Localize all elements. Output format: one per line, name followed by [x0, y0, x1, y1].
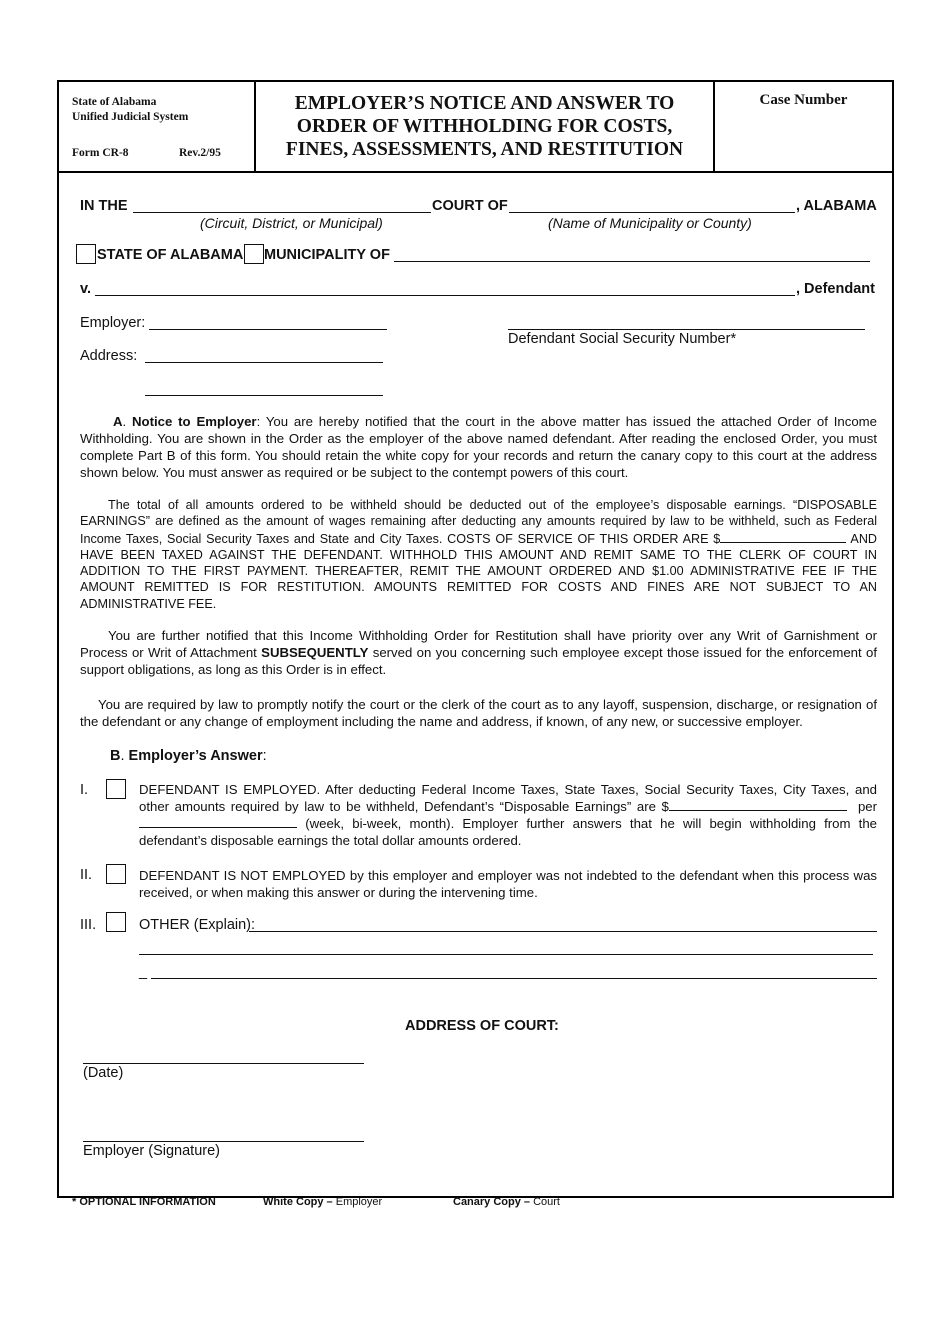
optional-information-note: * OPTIONAL INFORMATION — [72, 1196, 216, 1208]
address-of-court-label: ADDRESS OF COURT: — [405, 1018, 559, 1034]
employer-label: Employer: — [80, 315, 146, 331]
canary-copy-note — [453, 1196, 560, 1208]
other-explain-field-3[interactable] — [151, 978, 877, 979]
title-line-3: FINES, ASSESSMENTS, AND RESTITUTION — [285, 139, 684, 160]
municipality-checkbox[interactable] — [244, 244, 264, 264]
option-ii-number: II. — [80, 867, 93, 883]
form-header — [59, 82, 892, 173]
date-field[interactable] — [83, 1063, 364, 1064]
employer-signature-field[interactable] — [83, 1141, 364, 1142]
municipality-of-label: MUNICIPALITY OF — [264, 247, 390, 263]
address-field-1[interactable] — [145, 362, 383, 363]
costs-text-continued: AND HAVE BEEN TAXED AGAINST THE DEFENDANT. WITHHOLD THIS AMOUNT AND REMIT SAME TO THE CLERK OF COURT IN ADDITION TO THE FIRST PAYMENT. THEREAFTER, REMIT THE AMOUNT ORDERED AND $1.00 ADMINISTRATIVE FEE IF THE AMOUNT REMITTED IS FOR RESTITUTION. AMOUNTS REMITTED FOR COSTS AND FINES ARE NOT SUBJECT TO AN ADMINISTRATIVE FEE. — [80, 531, 878, 611]
municipality-of-field[interactable] — [394, 261, 870, 262]
period-field[interactable] — [139, 815, 297, 828]
option-iii-number: III. — [80, 917, 97, 933]
address-field-2[interactable] — [145, 395, 383, 396]
form-frame — [57, 80, 894, 1198]
part-b-colon: : — [262, 748, 267, 764]
other-explain-field-2[interactable] — [139, 954, 873, 955]
white-copy-recipient: Employer — [335, 1196, 383, 1208]
white-copy-label: White Copy – — [263, 1196, 333, 1208]
ssn-field[interactable] — [508, 329, 865, 330]
costs-text: The total of all amounts ordered to be withheld should be deducted out of the employee’s disposable earnings. “DISPOSABLE EARNINGS” are defined as the amount of wages remaining after deducting any amounts required by law to be withheld, such as Federal Income Taxes, Social Security Taxes and State and City Taxes. COSTS OF SERVICE OF THIS ORDER ARE $ — [80, 498, 877, 546]
date-label: (Date) — [83, 1065, 124, 1081]
title-line-1: EMPLOYER’S NOTICE AND ANSWER TO — [294, 93, 675, 114]
court-of-label: COURT OF — [432, 198, 508, 214]
form-title — [256, 82, 715, 171]
versus-label: v. — [80, 281, 92, 297]
other-explain-field-1[interactable] — [249, 931, 877, 932]
part-b-title: Employer’s Answer — [128, 748, 263, 764]
option-i-number: I. — [80, 782, 89, 798]
priority-bold: SUBSEQUENTLY — [261, 645, 369, 660]
per-label: per — [857, 799, 877, 814]
state-of-alabama-label: STATE OF ALABAMA — [97, 247, 244, 263]
priority-paragraph — [80, 627, 877, 678]
system-label: Unified Judicial System — [72, 111, 189, 123]
employer-field[interactable] — [149, 329, 387, 330]
employer-signature-label: Employer (Signature) — [83, 1143, 220, 1159]
disposable-earnings-field[interactable] — [669, 798, 847, 811]
municipality-hint: (Name of Municipality or County) — [548, 215, 752, 231]
canary-copy-label: Canary Copy – — [453, 1196, 531, 1208]
employed-text: DEFENDANT IS EMPLOYED. After deducting Federal Income Taxes, State Taxes, Social Security Taxes, City Taxes, and other amounts required by law to be withheld, Defendant’s “Disposable Earnings” are $ — [139, 782, 877, 814]
title-line-2: ORDER OF WITHHOLDING FOR COSTS, — [296, 116, 673, 137]
not-employed-text: DEFENDANT IS NOT EMPLOYED by this employer and employer was not indebted to the defendant when this process was received, or when making this answer or during the intervening time. — [139, 868, 877, 900]
not-employed-checkbox[interactable] — [106, 864, 126, 884]
case-number-box[interactable] — [715, 82, 892, 171]
ssn-label: Defendant Social Security Number* — [508, 331, 737, 347]
part-b-heading: B. Employer’s Answer: — [110, 748, 267, 764]
court-type-hint: (Circuit, District, or Municipal) — [200, 215, 383, 231]
state-label: State of Alabama — [72, 96, 157, 108]
option-i-text — [139, 781, 877, 849]
form-revision: Rev.2/95 — [179, 147, 221, 159]
court-type-field[interactable] — [133, 212, 431, 213]
address-label: Address: — [80, 348, 138, 364]
priority-text-b: served on you concerning such employee except those issued for the enforcement of support obligations, as long as this Order is in effect. — [80, 645, 877, 677]
municipality-name-field[interactable] — [509, 212, 795, 213]
form-id-block — [59, 82, 256, 171]
notification-text: You are required by law to promptly notify the court or the clerk of the court as to any layoff, suspension, discharge, or resignation of the defendant or any change of employment including the name and address, if known, of any new, or successive employer. — [80, 697, 877, 729]
other-label: OTHER (Explain): — [139, 917, 256, 933]
part-a-label: A — [113, 414, 123, 429]
part-a-text: : You are hereby notified that the court in the above matter has issued the attached Order of Income Withholding. You are shown in the Order as the employer of the above named defendant. After reading the enclosed Order, you must complete Part B of this form. You should retain the white copy for your records and return the canary copy to this court at the address shown below. You must answer as required or be subject to the contempt powers of this court. — [80, 414, 877, 480]
white-copy-note — [263, 1196, 382, 1208]
other-checkbox[interactable] — [106, 912, 126, 932]
state-of-alabama-checkbox[interactable] — [76, 244, 96, 264]
employed-text-continued: (week, bi-week, month). Employer further answers that he will begin withholding from the defendant’s disposable earnings the total dollar amounts ordered. — [139, 816, 877, 848]
notice-paragraph-a: A. Notice to Employer: You are hereby notified that the court in the above matter has issued the attached Order of Income Withholding. You are shown in the Order as the employer of the above named defendant. After reading the enclosed Order, you must complete Part B of this form. You should retain the white copy for your records and return the canary copy to this court at the address shown below. You must answer as required or be subject to the contempt powers of this court. — [80, 414, 877, 480]
defendant-name-field[interactable] — [95, 295, 795, 296]
notification-paragraph — [80, 696, 877, 730]
other-underscore: _ — [139, 964, 148, 980]
case-number-label: Case Number — [759, 92, 848, 108]
priority-text-a: You are further notified that this Income Withholding Order for Restitution shall have priority over any Writ of Garnishment or Process or Writ of Attachment — [80, 628, 877, 660]
form-number: Form CR-8 — [72, 147, 129, 159]
alabama-label: , ALABAMA — [796, 198, 877, 214]
defendant-label: , Defendant — [796, 281, 875, 297]
canary-copy-recipient: Court — [533, 1196, 560, 1208]
costs-of-service-field[interactable] — [720, 530, 846, 543]
in-the-label: IN THE — [80, 198, 128, 214]
part-a-title: Notice to Employer — [132, 414, 257, 429]
employed-checkbox[interactable] — [106, 779, 126, 799]
disposable-earnings-paragraph — [80, 497, 877, 612]
option-ii-text — [139, 867, 877, 901]
part-b-label: B — [110, 748, 121, 764]
